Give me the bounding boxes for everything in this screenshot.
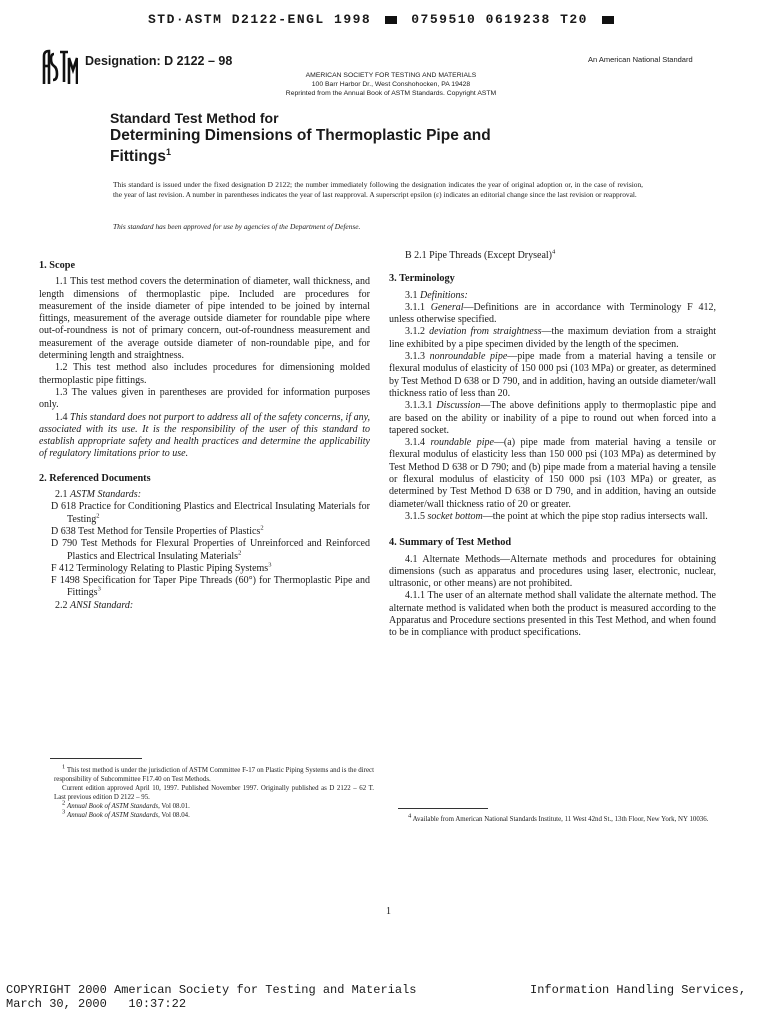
ref-2-1 <box>39 489 370 501</box>
term-3-1-1-label: General <box>430 301 464 313</box>
term-3-1-4-text: —(a) pipe made from material having a tensile or flexural modulus of elasticity less than 150 000 psi (103 MPa) as determined by Test Method D 638 or D 790; and (b) pipe made from a material having a tensile or flexural modulus of elasticity of 150 000 psi (103 MPa) or greater, as determined by Test Method D 638 or D 790, and in addition, having an outside diameter/wall thickness ratio of 20 or greater. <box>389 437 716 510</box>
refdocs-heading: 2. Referenced Documents <box>39 472 151 484</box>
date-line: March 30, 2000 10:37:22 <box>6 997 187 1011</box>
summary-4-1-1: 4.1.1 The user of an alternate method shall validate the alternate method. The alternate method is validated when both the product is measured according to the Apparatus and Procedure sections presented in this Test Method, and when found to be in compliance with product specifications. <box>389 590 716 639</box>
term-3-1-3-1-label: Discussion <box>436 400 481 412</box>
document-code-line <box>148 12 628 27</box>
reprint-note: Reprinted from the Annual Book of ASTM Standards. Copyright ASTM <box>285 90 497 97</box>
copyright-line: COPYRIGHT 2000 American Society for Testing and Materials <box>6 983 417 997</box>
term-3-1-5-label: socket bottom <box>427 510 483 522</box>
term-3-1-1 <box>389 302 716 327</box>
summary-4-1: 4.1 Alternate Methods—Alternate methods and procedures for obtaining dimensions (such as apparatus and procedures using laser, electronic, nuclear, ultrasonic, or other means) are not prohibited. <box>389 553 716 590</box>
title-line-2: Determining Dimensions of Thermoplastic Pipe and <box>110 127 491 144</box>
term-3-1-1-number: 3.1.1 <box>405 301 425 313</box>
footnote-3-vol: , Vol 08.04. <box>158 812 190 819</box>
footnote-1-mark: 1 <box>62 763 66 771</box>
scope-1-4-number: 1.4 <box>55 411 68 423</box>
term-3-1-2 <box>389 326 716 351</box>
scope-1-4-text: This standard does not purport to address all of the safety concerns, if any, associated with its use. It is the responsibility of the user of this standard to establish appropriate safety and health practices and determine the applicability of regulatory limitations prior to use. <box>39 411 371 460</box>
ref-f412-sup: 3 <box>268 561 272 569</box>
title-footnote-mark: 1 <box>165 147 171 157</box>
footnote-2-label: Annual Book of ASTM Standards <box>66 803 159 810</box>
ref-d618-sup: 2 <box>96 512 100 520</box>
society-block <box>266 71 516 98</box>
footnote-3-mark: 3 <box>62 808 66 816</box>
ref-b2-1 <box>389 250 716 262</box>
ref-2-2-number: 2.2 <box>55 599 68 611</box>
footnote-2-vol: , Vol 08.01. <box>158 803 190 810</box>
ref-d638-text: D 638 Test Method for Tensile Properties of Plastics <box>51 525 261 537</box>
footnote-3-label: Annual Book of ASTM Standards <box>66 812 159 819</box>
footnote-4-para <box>400 812 720 824</box>
term-3-1-3-label: nonroundable pipe <box>429 351 508 363</box>
footnotes-left <box>54 763 374 820</box>
footnote-rule-right <box>398 808 488 809</box>
ref-f1498 <box>39 575 370 600</box>
document-code-right-b: T20 <box>560 12 588 27</box>
footnote-rule-left <box>50 758 142 759</box>
national-standard-label: An American National Standard <box>588 55 693 64</box>
ref-f1498-sup: 3 <box>97 586 101 594</box>
scope-heading: 1. Scope <box>39 260 76 271</box>
term-3-1-5-number: 3.1.5 <box>405 510 425 522</box>
term-3-1-3-1 <box>389 400 716 437</box>
footnote-2 <box>54 799 374 811</box>
ref-2-1-label: ASTM Standards: <box>70 489 142 501</box>
ref-f412-text: F 412 Terminology Relating to Plastic Piping Systems <box>51 562 269 574</box>
defense-note: This standard has been approved for use by agencies of the Department of Defense. <box>113 222 361 231</box>
footnote-4-text: Available from American National Standards Institute, 11 West 42nd St., 13th Floor, New York, NY 10036. <box>412 816 709 823</box>
ref-b2-1-text: B 2.1 Pipe Threads (Except Dryseal) <box>405 250 552 261</box>
copyright-block <box>6 983 416 1011</box>
scope-1-3: 1.3 The values given in parentheses are provided for information purposes only. <box>39 386 370 411</box>
term-3-1-2-label: deviation from straightness <box>429 326 542 338</box>
footnote-4 <box>400 812 720 824</box>
term-3-1-3-text: —pipe made from a material having a tensile or flexural modulus of elasticity of 150 000 psi (103 MPa) or greater, as determined by Test Method D 638 or D 790, and in addition, having an outside diameter/wall thickness ratio of less than 20. <box>389 351 716 399</box>
ref-2-2 <box>39 600 370 612</box>
term-3-1-3 <box>389 351 716 400</box>
ref-b2-1-sup: 4 <box>552 248 556 256</box>
footnote-1b: Current edition approved April 10, 1997. Published November 1997. Originally published as D 2122 – 62 T. Last previous edition D 2122 – 95. <box>54 785 374 801</box>
term-3-1-5-text: —the point at which the pipe stop radius intersects wall. <box>482 510 708 522</box>
footnote-3 <box>54 808 374 820</box>
astm-logo <box>40 48 78 88</box>
page-number: 1 <box>386 906 391 917</box>
ref-d618 <box>39 501 370 526</box>
ref-2-1-number: 2.1 <box>55 489 68 501</box>
term-3-1-3-1-number: 3.1.3.1 <box>405 400 433 412</box>
ref-f1498-text: F 1498 Specification for Taper Pipe Threads (60°) for Thermoplastic Pipe and Fittings <box>51 575 370 599</box>
term-3-1-4-label: roundable pipe <box>430 437 494 449</box>
terminology-heading: 3. Terminology <box>389 273 455 285</box>
term-3-1-5 <box>389 511 716 523</box>
ref-d790 <box>39 538 370 563</box>
term-3-1-4-number: 3.1.4 <box>405 437 425 449</box>
document-code-left: STD·ASTM D2122-ENGL 1998 <box>148 12 372 27</box>
scope-1-4 <box>39 412 370 461</box>
designation: Designation: D 2122 – 98 <box>85 54 233 68</box>
footnote-2-mark: 2 <box>62 799 66 807</box>
document-code-right-a: 0759510 0619238 <box>411 12 551 27</box>
document-title <box>110 110 670 165</box>
term-3-1-3-number: 3.1.3 <box>405 351 425 363</box>
society-address: 100 Barr Harbor Dr., West Conshohocken, PA 19428 <box>311 81 471 88</box>
term-3-1-3-1-text: —The above definitions apply to thermoplastic pipe and are based on the ability or inability of a pipe to round out when forced into a tapered socket. <box>389 400 717 436</box>
ref-f412 <box>39 563 370 575</box>
right-column <box>389 250 716 640</box>
scope-1-1: 1.1 This test method covers the determination of diameter, wall thickness, and length dimensions of thermoplastic pipe. Included are procedures for measurement of the inside diameter of pipe intended to be joined by internal fittings, measurement of the average outside diameter for roundable pipe where out-of-roundness is not of primary concern, out-of-roundness measurement and measurement of the average outside diameter of non-roundable pipe, and for determining length and straightness. <box>39 276 370 362</box>
ref-d790-sup: 2 <box>238 549 242 557</box>
ref-d790-text: D 790 Test Methods for Flexural Properties of Unreinforced and Reinforced Plastics and Electrical Insulating Materials <box>51 538 370 562</box>
ref-d638-sup: 2 <box>260 524 264 532</box>
term-3-1-1-text: —Definitions are in accordance with Terminology F 412, unless otherwise specified. <box>389 301 716 326</box>
term-3-1-number: 3.1 <box>405 289 418 301</box>
footnote-1 <box>54 763 374 784</box>
term-3-1-2-text: —the maximum deviation from a straight line exhibited by a pipe specimen divided by the length of the specimen. <box>389 326 717 350</box>
left-column <box>39 260 370 612</box>
footnote-1-text: This test method is under the jurisdiction of ASTM Committee F-17 on Plastic Piping Systems and is the direct responsibility of Subcommittee F17.40 on Test Methods. <box>54 767 374 783</box>
ref-d618-text: D 618 Practice for Conditioning Plastics and Electrical Insulating Materials for Testing <box>51 501 370 525</box>
term-3-1-4 <box>389 437 716 511</box>
title-line-3: Fittings <box>110 148 166 166</box>
black-block-mark <box>385 16 397 24</box>
preamble-note: This standard is issued under the fixed designation D 2122; the number immediately following the designation indicates the year of original adoption or, in the case of revision, the year of last revision. A number in parentheses indicates the year of last reapproval. A superscript epsilon (ε) indicates an editorial change since the last revision or reapproval. <box>113 180 643 200</box>
footnote-4-mark: 4 <box>408 812 412 820</box>
summary-heading: 4. Summary of Test Method <box>389 537 512 549</box>
scope-1-2: 1.2 This test method also includes procedures for dimensioning molded thermoplastic pipe fittings. <box>39 362 370 386</box>
ref-2-2-label: ANSI Standard: <box>70 599 134 611</box>
society-name: AMERICAN SOCIETY FOR TESTING AND MATERIALS <box>305 72 477 79</box>
term-3-1-label: Definitions: <box>420 289 468 301</box>
term-3-1 <box>389 290 716 302</box>
black-block-mark-2 <box>602 16 614 24</box>
title-line-1: Standard Test Method for <box>110 110 279 126</box>
ref-d638 <box>39 526 370 538</box>
ihs-label: Information Handling Services, <box>530 983 747 997</box>
term-3-1-2-number: 3.1.2 <box>405 326 425 338</box>
